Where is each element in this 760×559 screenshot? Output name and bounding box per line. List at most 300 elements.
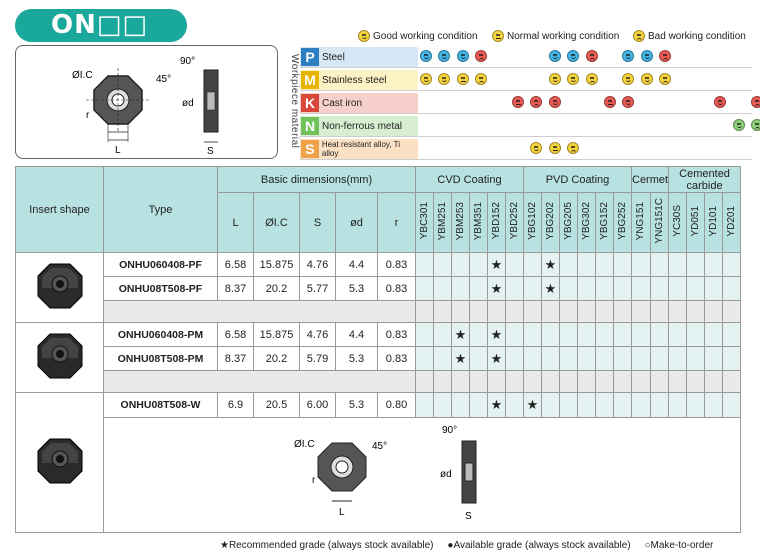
svg-text:ØI.C: ØI.C [294, 439, 315, 451]
grade-cell [614, 393, 632, 418]
cemented-header: Cemented carbide [669, 167, 741, 193]
grade-cell [596, 347, 614, 371]
grade-cell [506, 323, 524, 347]
grade-header [524, 193, 542, 253]
grade-cell [669, 253, 687, 277]
grade-cell [488, 371, 506, 393]
grade-cell [506, 301, 524, 323]
grade-cell [470, 371, 488, 393]
grade-cell [452, 323, 470, 347]
good-face-icon [622, 96, 634, 108]
svg-text:45°: 45° [372, 441, 388, 453]
grade-cell [596, 253, 614, 277]
dim-L-cell: 6.9 [218, 393, 254, 418]
grade-cell [434, 323, 452, 347]
grade-cell [596, 371, 614, 393]
grade-cell [488, 277, 506, 301]
grade-cell [434, 253, 452, 277]
legend-bad-label: Bad working condition [648, 30, 746, 42]
grade-cell [488, 253, 506, 277]
grade-cell [723, 323, 741, 347]
dim-d-cell: 5.3 [336, 347, 378, 371]
dim-d-cell: 4.4 [336, 323, 378, 347]
grade-cell [434, 371, 452, 393]
dim-ic-cell: 20.2 [254, 347, 300, 371]
grade-cell [705, 393, 723, 418]
grade-table [15, 166, 741, 533]
grade-cell [488, 393, 506, 418]
table-row [16, 253, 741, 277]
grade-cell [614, 371, 632, 393]
spacer-cell [104, 301, 416, 323]
grade-cell [560, 301, 578, 323]
grade-header-label: YBC301 [419, 202, 430, 240]
grade-cell [560, 347, 578, 371]
grade-header-label: YBG205 [563, 202, 574, 240]
angle90-label: 90° [180, 56, 196, 67]
grade-cell [687, 253, 705, 277]
legend-good-label: Good working condition [373, 30, 478, 42]
grade-cell [542, 393, 560, 418]
grade-cell [560, 393, 578, 418]
grade-cell [416, 301, 434, 323]
grade-cell [650, 347, 669, 371]
good-face-icon [641, 73, 653, 85]
grade-cell [452, 277, 470, 301]
good-face-icon [549, 96, 561, 108]
grade-cell [578, 277, 596, 301]
drawing-row [16, 417, 741, 532]
spacer-row [16, 371, 741, 393]
dim-header: S [300, 193, 336, 253]
grade-header [542, 193, 560, 253]
good-face-icon [641, 50, 653, 62]
workpiece-row-s [300, 138, 752, 160]
grade-cell [632, 277, 651, 301]
grade-header [416, 193, 434, 253]
grade-cell [488, 301, 506, 323]
grade-cell [578, 301, 596, 323]
grade-cell [524, 277, 542, 301]
grade-cell [416, 253, 434, 277]
good-face-icon [567, 50, 579, 62]
dim-header: r [378, 193, 416, 253]
normal-face-icon [492, 30, 504, 42]
grade-cell [687, 277, 705, 301]
type-cell: ONHU08T508-PM [104, 347, 218, 371]
good-face-icon [530, 142, 542, 154]
grade-cell [506, 347, 524, 371]
recommended-note: ★Recommended grade (always stock available) [220, 540, 434, 551]
grade-cell [416, 277, 434, 301]
grade-cell [669, 347, 687, 371]
grade-header [650, 193, 669, 253]
grade-header-label: YBG302 [581, 202, 592, 240]
grade-header [705, 193, 723, 253]
grade-cell [434, 393, 452, 418]
dim-ic-cell: 15.875 [254, 323, 300, 347]
grade-header [596, 193, 614, 253]
grade-cell [560, 323, 578, 347]
grade-header-label: YBM351 [473, 201, 484, 241]
footer-legend [220, 540, 713, 551]
dim-ic-cell: 20.2 [254, 277, 300, 301]
dim-header: ød [336, 193, 378, 253]
grade-cell [578, 347, 596, 371]
good-face-icon [457, 50, 469, 62]
cermet-header: Cermet [632, 167, 669, 193]
grade-cell [524, 323, 542, 347]
workpiece-label [300, 116, 418, 136]
table-row [16, 323, 741, 347]
workpiece-letter: P [301, 48, 319, 66]
grade-header [560, 193, 578, 253]
grade-cell [578, 371, 596, 393]
good-face-icon [358, 30, 370, 42]
page-title: ON□□ [51, 10, 148, 40]
grade-cell [524, 371, 542, 393]
workpiece-label [300, 93, 418, 113]
bad-face-icon [475, 73, 487, 85]
grade-cell [560, 253, 578, 277]
dim-ic-cell: 15.875 [254, 253, 300, 277]
cvd-header: CVD Coating [416, 167, 524, 193]
grade-cell [687, 393, 705, 418]
grade-cell [687, 323, 705, 347]
spacer-row [16, 301, 741, 323]
grade-cell [669, 371, 687, 393]
grade-cell [705, 301, 723, 323]
ic-label: ØI.C [72, 70, 93, 81]
grade-cell [614, 277, 632, 301]
workpiece-row-n [300, 115, 752, 137]
basic-dimensions-header: Basic dimensions(mm) [218, 167, 416, 193]
recommended-star-icon: ★ [544, 256, 557, 272]
grade-cell [596, 277, 614, 301]
grade-cell [705, 323, 723, 347]
dim-L-cell: 8.37 [218, 347, 254, 371]
recommended-star-icon: ★ [490, 326, 503, 342]
type-cell: ONHU08T508-W [104, 393, 218, 418]
grade-cell [542, 323, 560, 347]
workpiece-letter: S [301, 140, 319, 158]
grade-cell [542, 371, 560, 393]
grade-cell [705, 347, 723, 371]
S-label: S [207, 146, 214, 157]
good-face-icon [438, 50, 450, 62]
grade-cell [506, 253, 524, 277]
good-face-icon [733, 119, 745, 131]
insert-shape-header: Insert shape [16, 167, 104, 253]
workpiece-name: Steel [322, 51, 345, 63]
make-to-order-note: ○Make-to-order [644, 540, 714, 551]
grade-cell [524, 253, 542, 277]
grade-header [470, 193, 488, 253]
bad-face-icon [659, 73, 671, 85]
dim-r-cell: 0.83 [378, 277, 416, 301]
dim-S-cell: 4.76 [300, 323, 336, 347]
dim-S-cell: 5.77 [300, 277, 336, 301]
grade-cell [452, 347, 470, 371]
workpiece-row-p [300, 46, 752, 68]
dim-L-cell: 6.58 [218, 323, 254, 347]
grade-header-label: YC30S [672, 205, 684, 237]
grade-cell [596, 393, 614, 418]
workpiece-row-k [300, 92, 752, 114]
workpiece-label [300, 47, 418, 67]
pvd-header: PVD Coating [524, 167, 632, 193]
grade-cell [434, 301, 452, 323]
grade-header-label: YD201 [726, 205, 738, 237]
grade-cell [470, 323, 488, 347]
grade-cell [470, 277, 488, 301]
grade-cell [578, 393, 596, 418]
grade-header-label: YD051 [690, 205, 702, 237]
table-row [16, 393, 741, 418]
dim-S-cell: 6.00 [300, 393, 336, 418]
type-cell: ONHU08T508-PF [104, 277, 218, 301]
workpiece-name: Non-ferrous metal [322, 120, 403, 132]
recommended-star-icon: ★ [454, 350, 467, 366]
grade-cell [416, 371, 434, 393]
good-face-icon [420, 50, 432, 62]
grade-cell [632, 301, 651, 323]
good-face-icon [622, 73, 634, 85]
bad-face-icon [586, 50, 598, 62]
grade-cell [524, 347, 542, 371]
good-face-icon [420, 73, 432, 85]
grade-cell [632, 347, 651, 371]
workpiece-label [300, 139, 418, 159]
grade-cell [488, 323, 506, 347]
grade-cell [614, 323, 632, 347]
type-cell: ONHU060408-PM [104, 323, 218, 347]
grade-cell [470, 253, 488, 277]
grade-cell [596, 323, 614, 347]
grade-cell [650, 393, 669, 418]
grade-cell [416, 393, 434, 418]
type-cell: ONHU060408-PF [104, 253, 218, 277]
grade-cell [705, 253, 723, 277]
svg-text:ød: ød [440, 469, 452, 481]
dim-S-cell: 4.76 [300, 253, 336, 277]
grade-header-label: YBG202 [545, 202, 556, 240]
d-label: ød [182, 98, 194, 109]
grade-cell [632, 253, 651, 277]
grade-cell [723, 347, 741, 371]
grade-header [578, 193, 596, 253]
w-insert-drawing [104, 417, 741, 532]
bad-face-icon [751, 96, 760, 108]
grade-cell [723, 371, 741, 393]
grade-cell [650, 301, 669, 323]
workpiece-row-m [300, 69, 752, 91]
workpiece-name: Cast iron [322, 97, 363, 109]
grade-cell [560, 277, 578, 301]
grade-header-label: YNG151 [635, 201, 647, 241]
grade-header-label: YNG151C [653, 198, 665, 244]
grade-cell [542, 253, 560, 277]
recommended-star-icon: ★ [526, 396, 539, 412]
recommended-star-icon: ★ [490, 350, 503, 366]
grade-header-label: YD101 [708, 205, 720, 237]
workpiece-label [300, 70, 418, 90]
grade-cell [669, 393, 687, 418]
bad-face-icon [751, 119, 760, 131]
insert-diagram [15, 45, 278, 159]
type-header: Type [104, 167, 218, 253]
grade-header [669, 193, 687, 253]
grade-header-label: YBD152 [491, 202, 502, 240]
bad-face-icon [530, 96, 542, 108]
grade-cell [470, 393, 488, 418]
grade-cell [452, 371, 470, 393]
legend-normal [492, 30, 619, 42]
insert-geometry-drawing [16, 46, 276, 158]
workpiece-letter: M [301, 71, 319, 89]
grade-cell [560, 371, 578, 393]
grade-cell [614, 253, 632, 277]
grade-cell [632, 393, 651, 418]
legend-good [358, 30, 478, 42]
grade-cell [434, 347, 452, 371]
dim-S-cell: 5.79 [300, 347, 336, 371]
dim-r-cell: 0.83 [378, 323, 416, 347]
table-row [16, 277, 741, 301]
normal-face-icon [512, 96, 524, 108]
workpiece-name: Stainless steel [322, 74, 387, 86]
grade-header-label: YBD252 [509, 202, 520, 240]
grade-cell [650, 323, 669, 347]
grade-cell [416, 347, 434, 371]
workpiece-letter: N [301, 117, 319, 135]
grade-cell [470, 347, 488, 371]
grade-cell [687, 371, 705, 393]
recommended-star-icon: ★ [490, 280, 503, 296]
recommended-star-icon: ★ [490, 396, 503, 412]
dim-r-cell: 0.83 [378, 253, 416, 277]
grade-cell [723, 277, 741, 301]
grade-cell [452, 393, 470, 418]
grade-cell [434, 277, 452, 301]
grade-cell [632, 323, 651, 347]
good-face-icon [438, 73, 450, 85]
recommended-star-icon: ★ [454, 326, 467, 342]
grade-header [434, 193, 452, 253]
recommended-star-icon: ★ [544, 280, 557, 296]
svg-text:90°: 90° [442, 425, 458, 437]
grade-cell [470, 301, 488, 323]
legend-normal-label: Normal working condition [507, 30, 620, 42]
svg-text:r: r [312, 475, 316, 487]
angle45-label: 45° [156, 74, 172, 85]
grade-cell [669, 301, 687, 323]
grade-cell [506, 393, 524, 418]
grade-header [723, 193, 741, 253]
grade-header-label: YBG102 [527, 202, 538, 240]
dim-r-cell: 0.83 [378, 347, 416, 371]
grade-header [632, 193, 651, 253]
L-label: L [115, 145, 121, 156]
insert-shape-image [16, 323, 104, 393]
workpiece-name: Heat resistant alloy, Ti alloy [321, 140, 400, 158]
grade-cell [542, 347, 560, 371]
grade-cell [506, 371, 524, 393]
grade-cell [723, 301, 741, 323]
grade-header [452, 193, 470, 253]
grade-header [687, 193, 705, 253]
grade-cell [723, 253, 741, 277]
grade-cell [506, 277, 524, 301]
grade-cell [578, 323, 596, 347]
dim-ic-cell: 20.5 [254, 393, 300, 418]
bad-face-icon [633, 30, 645, 42]
normal-face-icon [549, 142, 561, 154]
dim-d-cell: 5.3 [336, 393, 378, 418]
dim-header: ØI.C [254, 193, 300, 253]
dim-r-cell: 0.80 [378, 393, 416, 418]
good-face-icon [549, 73, 561, 85]
grade-cell [452, 253, 470, 277]
workpiece-letter: K [301, 94, 319, 112]
grade-header-label: YBM251 [437, 201, 448, 241]
svg-text:S: S [465, 511, 472, 523]
table-row [16, 347, 741, 371]
grade-cell [650, 371, 669, 393]
title-badge [15, 9, 187, 42]
grade-cell [452, 301, 470, 323]
grade-cell [596, 301, 614, 323]
grade-cell [687, 301, 705, 323]
grade-header-label: YBG252 [617, 202, 628, 240]
r-label: r [86, 110, 90, 121]
grade-cell [524, 301, 542, 323]
insert-shape-image [16, 393, 104, 533]
grade-cell [669, 277, 687, 301]
grade-cell [416, 323, 434, 347]
grade-cell [650, 253, 669, 277]
legend-bad [633, 30, 746, 42]
grade-cell [578, 253, 596, 277]
grade-cell [687, 347, 705, 371]
svg-text:L: L [339, 507, 345, 519]
grade-cell [723, 393, 741, 418]
dim-L-cell: 8.37 [218, 277, 254, 301]
good-face-icon [567, 73, 579, 85]
grade-cell [542, 277, 560, 301]
grade-cell [524, 393, 542, 418]
grade-cell [705, 277, 723, 301]
insert-shape-image [16, 253, 104, 323]
normal-face-icon [604, 96, 616, 108]
dim-d-cell: 4.4 [336, 253, 378, 277]
grade-cell [669, 323, 687, 347]
good-face-icon [622, 50, 634, 62]
grade-cell [705, 371, 723, 393]
spacer-cell [104, 371, 416, 393]
grade-header-label: YBM253 [455, 201, 466, 241]
grade-cell [614, 347, 632, 371]
bad-face-icon [659, 50, 671, 62]
bad-face-icon [475, 50, 487, 62]
dim-d-cell: 5.3 [336, 277, 378, 301]
grade-header [488, 193, 506, 253]
normal-face-icon [457, 73, 469, 85]
grade-cell [632, 371, 651, 393]
available-note: ●Available grade (always stock available) [447, 540, 631, 551]
grade-header [614, 193, 632, 253]
recommended-star-icon: ★ [490, 256, 503, 272]
